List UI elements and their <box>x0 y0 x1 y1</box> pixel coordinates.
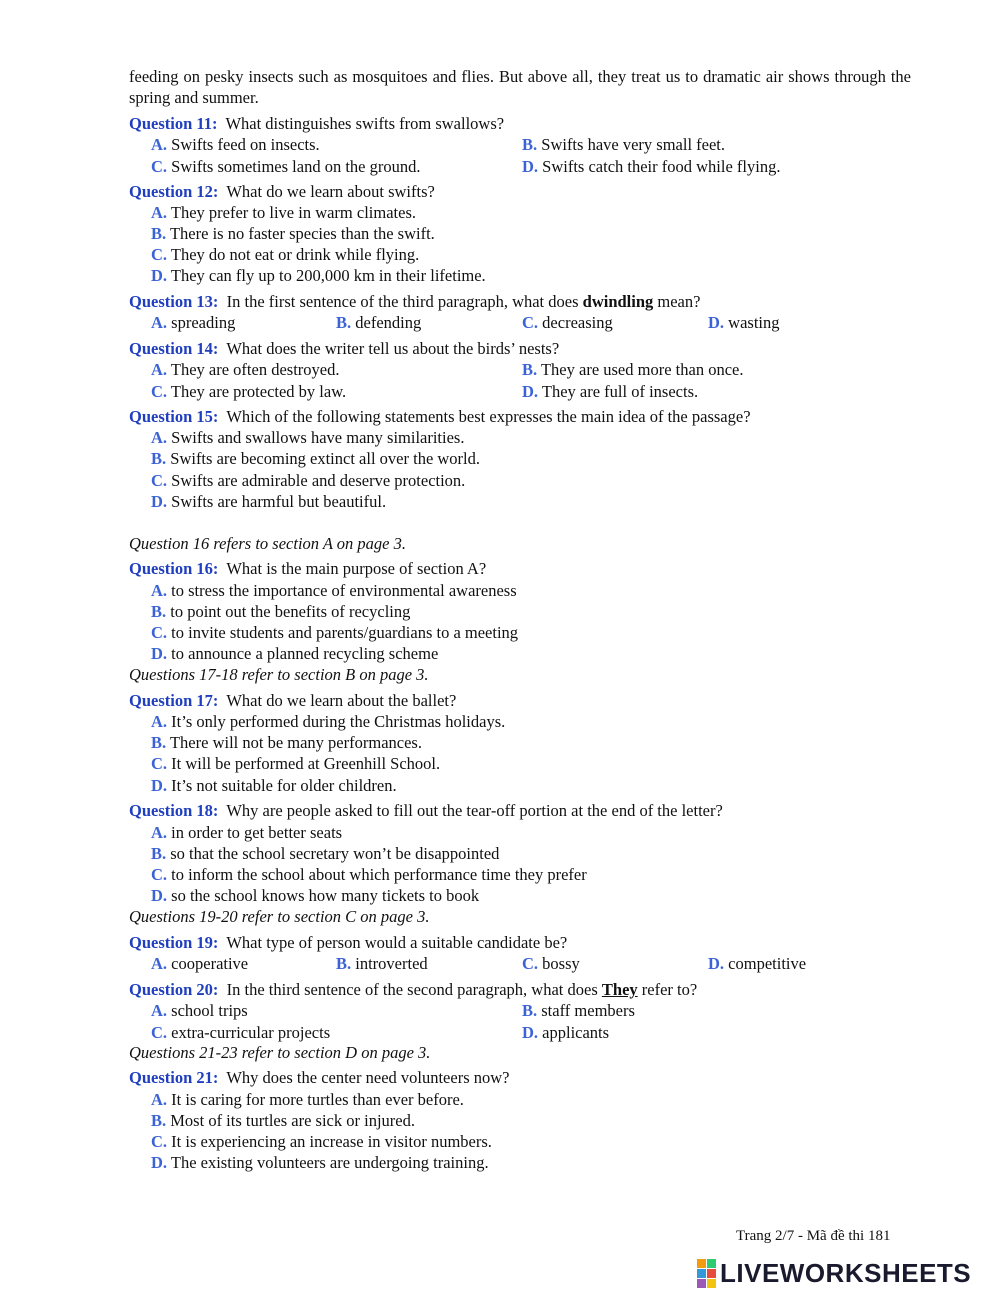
option-a[interactable]: A. cooperative <box>151 954 249 973</box>
option-d[interactable]: D. Swifts are harmful but beautiful. <box>151 492 387 511</box>
option-b[interactable]: B. to point out the benefits of recycling <box>151 602 411 621</box>
section-note: Question 16 refers to section A on page 3. <box>129 534 406 553</box>
option-a[interactable]: A. It’s only performed during the Christmas holidays. <box>151 712 506 731</box>
logo-blocks-icon <box>697 1259 716 1288</box>
question-11 <box>129 113 504 134</box>
option-b[interactable]: B. Swifts are becoming extinct all over the world. <box>151 449 481 468</box>
option-c[interactable]: C. to inform the school about which performance time they prefer <box>151 865 587 884</box>
option-d[interactable]: D. to announce a planned recycling scheme <box>151 644 439 663</box>
question-label: Question 20: <box>129 980 219 999</box>
question-21 <box>129 1067 510 1088</box>
question-text: What type of person would a suitable candidate be? <box>226 933 568 952</box>
question-text: Why does the center need volunteers now? <box>226 1068 510 1087</box>
option-b[interactable]: B. There is no faster species than the swift. <box>151 224 435 243</box>
question-label: Question 15: <box>129 407 219 426</box>
option-b[interactable]: B. Swifts have very small feet. <box>522 135 726 154</box>
option-c[interactable]: C. to invite students and parents/guardians to a meeting <box>151 623 519 642</box>
question-text: What is the main purpose of section A? <box>226 559 487 578</box>
key-word: dwindling <box>582 292 654 311</box>
section-note: Questions 21-23 refer to section D on page 3. <box>129 1043 431 1062</box>
question-19 <box>129 932 567 953</box>
option-c[interactable]: C. It is experiencing an increase in visitor numbers. <box>151 1132 492 1151</box>
option-d[interactable]: D. so the school knows how many tickets to book <box>151 886 480 905</box>
question-label: Question 21: <box>129 1068 219 1087</box>
question-14 <box>129 338 559 359</box>
option-d[interactable]: D. competitive <box>708 954 807 973</box>
option-a[interactable]: A. spreading <box>151 313 236 332</box>
question-text: What do we learn about swifts? <box>226 182 435 201</box>
question-label: Question 14: <box>129 339 219 358</box>
question-label: Question 16: <box>129 559 219 578</box>
option-d[interactable]: D. They can fly up to 200,000 km in their lifetime. <box>151 266 486 285</box>
question-text: What distinguishes swifts from swallows? <box>225 114 505 133</box>
question-text: What do we learn about the ballet? <box>226 691 457 710</box>
option-a[interactable]: A. They prefer to live in warm climates. <box>151 203 416 222</box>
option-a[interactable]: A. It is caring for more turtles than ever before. <box>151 1090 464 1109</box>
option-a[interactable]: A. Swifts feed on insects. <box>151 135 320 154</box>
option-c[interactable]: C. They are protected by law. <box>151 382 347 401</box>
question-text: Why are people asked to fill out the tear-off portion at the end of the letter? <box>226 801 723 820</box>
option-a[interactable]: A. to stress the importance of environmental awareness <box>151 581 517 600</box>
option-d[interactable]: D. They are full of insects. <box>522 382 699 401</box>
passage-ending: feeding on pesky insects such as mosquitoes and flies. But above all, they treat us to dramatic air shows through the spring and summer. <box>129 67 911 107</box>
question-13: Question 13: In the first sentence of the third paragraph, what does dwindling mean? <box>129 292 701 311</box>
option-a[interactable]: A. in order to get better seats <box>151 823 343 842</box>
question-label: Question 13: <box>129 292 219 311</box>
question-label: Question 17: <box>129 691 219 710</box>
option-b[interactable]: B. They are used more than once. <box>522 360 744 379</box>
option-b[interactable]: B. defending <box>336 313 422 332</box>
question-15 <box>129 406 751 427</box>
section-note: Questions 19-20 refer to section C on page 3. <box>129 907 430 926</box>
option-a[interactable]: A. school trips <box>151 1001 248 1020</box>
question-12 <box>129 181 435 202</box>
option-a[interactable]: A. Swifts and swallows have many similarities. <box>151 428 465 447</box>
option-b[interactable]: B. so that the school secretary won’t be disappointed <box>151 844 500 863</box>
option-c[interactable]: C. decreasing <box>522 313 613 332</box>
option-d[interactable]: D. Swifts catch their food while flying. <box>522 157 781 176</box>
section-note: Questions 17-18 refer to section B on page 3. <box>129 665 429 684</box>
question-label: Question 19: <box>129 933 219 952</box>
option-c[interactable]: C. bossy <box>522 954 580 973</box>
question-label: Question 18: <box>129 801 219 820</box>
option-d[interactable]: D. The existing volunteers are undergoing training. <box>151 1153 489 1172</box>
question-label: Question 11: <box>129 114 218 133</box>
option-c[interactable]: C. extra-curricular projects <box>151 1023 331 1042</box>
option-b[interactable]: B. introverted <box>336 954 428 973</box>
option-d[interactable]: D. It’s not suitable for older children. <box>151 776 397 795</box>
question-17 <box>129 690 456 711</box>
option-c[interactable]: C. Swifts sometimes land on the ground. <box>151 157 421 176</box>
option-c[interactable]: C. It will be performed at Greenhill School. <box>151 754 441 773</box>
logo-text: LIVEWORKSHEETS <box>720 1258 972 1288</box>
option-b[interactable]: B. Most of its turtles are sick or injured. <box>151 1111 415 1130</box>
option-d[interactable]: D. wasting <box>708 313 780 332</box>
liveworksheets-logo[interactable] <box>697 1258 971 1289</box>
key-word: They <box>601 980 638 999</box>
question-text: Which of the following statements best expresses the main idea of the passage? <box>226 407 751 426</box>
option-b[interactable]: B. There will not be many performances. <box>151 733 422 752</box>
option-c[interactable]: C. They do not eat or drink while flying. <box>151 245 420 264</box>
question-18 <box>129 800 723 821</box>
question-20: Question 20: In the third sentence of the second paragraph, what does They refer to? <box>129 980 698 999</box>
option-a[interactable]: A. They are often destroyed. <box>151 360 340 379</box>
question-16 <box>129 558 486 579</box>
option-c[interactable]: C. Swifts are admirable and deserve protection. <box>151 471 466 490</box>
question-text: What does the writer tell us about the birds’ nests? <box>226 339 560 358</box>
option-d[interactable]: D. applicants <box>522 1023 610 1042</box>
page-footer: Trang 2/7 - Mã đề thi 181 <box>736 1228 891 1244</box>
question-label: Question 12: <box>129 182 219 201</box>
option-b[interactable]: B. staff members <box>522 1001 635 1020</box>
